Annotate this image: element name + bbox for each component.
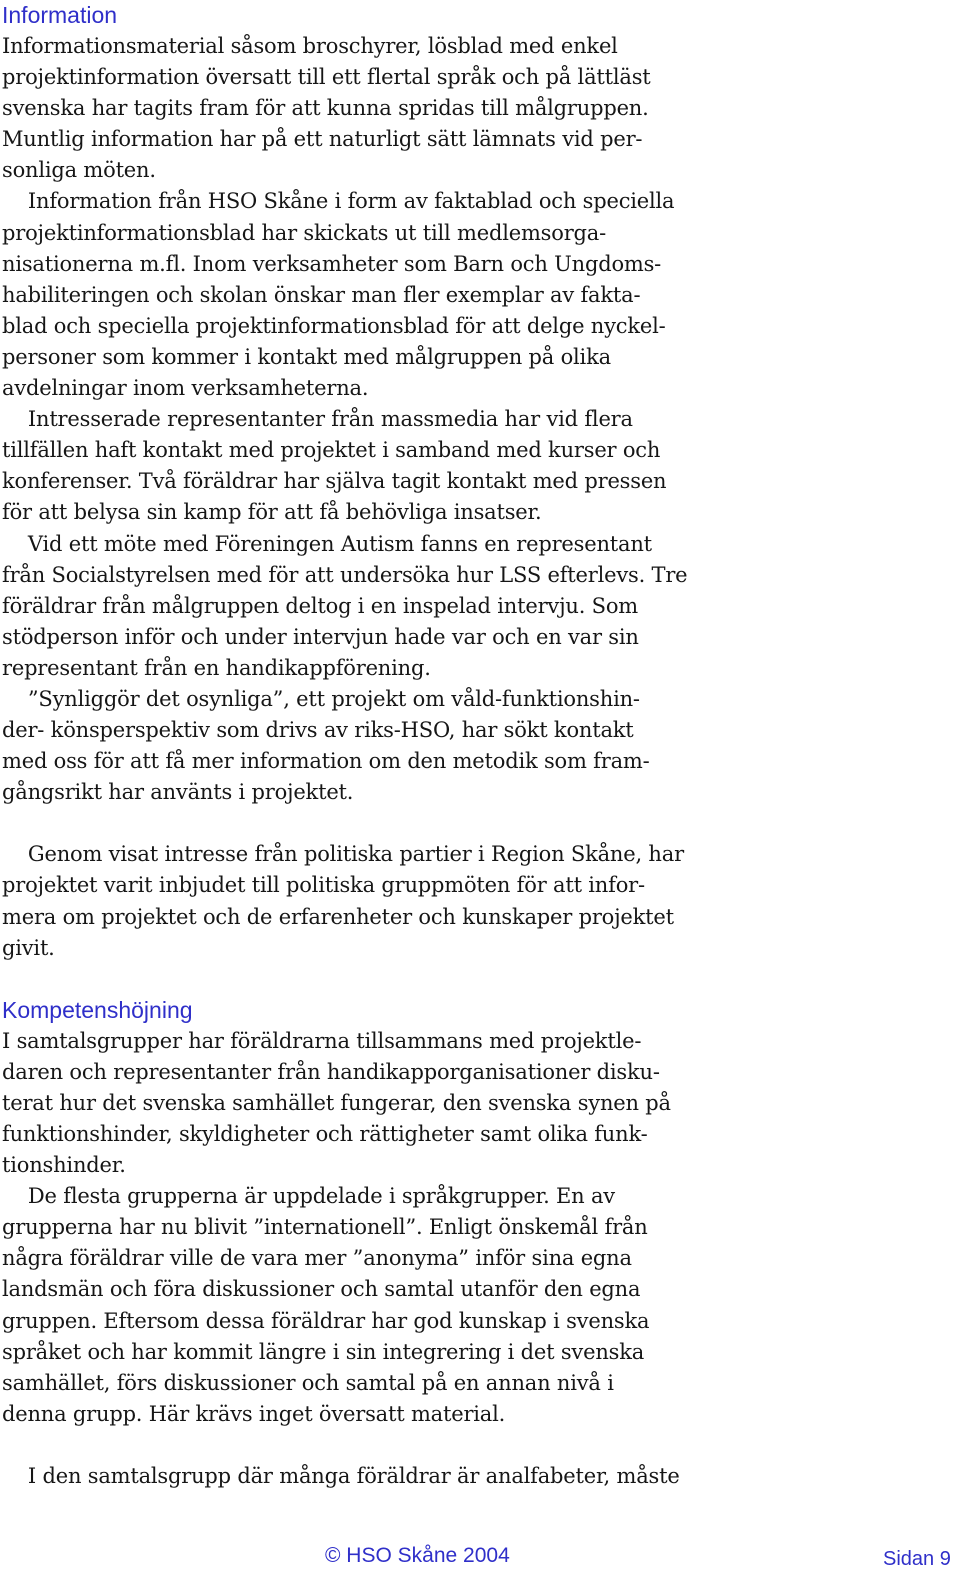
text-line: sonliga möten. (2, 158, 156, 183)
text-line: projektinformation översatt till ett flertal språk och på lättläst (2, 65, 651, 90)
text-line: Informationsmaterial såsom broschyrer, lösblad med enkel (2, 34, 618, 58)
text-line: funktionshinder, skyldigheter och rättigheter samt olika funk- (2, 1122, 648, 1146)
text-line: personer som kommer i kontakt med målgruppen på olika (2, 344, 611, 369)
text-line: givit. (2, 935, 55, 960)
text-line: mera om projektet och de erfarenheter och kunskaper projektet (2, 904, 674, 929)
text-line: ”Synliggör det osynliga”, ett projekt om våld-funktionshin- (2, 686, 640, 711)
text-line: gruppen. Eftersom dessa föräldrar har god kunskap i svenska (2, 1308, 650, 1333)
text-line: habiliteringen och skolan önskar man fler exemplar av fakta- (2, 282, 641, 307)
text-line: terat hur det svenska samhället fungerar, den svenska synen på (2, 1090, 671, 1115)
text-line: stödperson inför och under intervjun hade var och en var sin (2, 624, 639, 649)
section-heading-information: Information (2, 2, 118, 28)
paragraph-gap (2, 1430, 952, 1461)
text-line: nisationerna m.fl. Inom verksamheter som Barn och Ungdoms- (2, 251, 662, 276)
text-line: der- könsperspektiv som drivs av riks-HSO, har sökt kontakt (2, 718, 634, 743)
text-line: några föräldrar ville de vara mer ”anonyma” inför sina egna (2, 1246, 632, 1271)
text-line: gångsrikt har använts i projektet. (2, 780, 354, 805)
text-line: föräldrar från målgruppen deltog i en inspelad intervju. Som (2, 593, 638, 618)
text-line: konferenser. Två föräldrar har själva tagit kontakt med pressen (2, 469, 667, 494)
text-line: språket och har kommit längre i sin integrering i det svenska (2, 1339, 645, 1364)
text-line: svenska har tagits fram för att kunna spridas till målgruppen. (2, 96, 649, 121)
text-line: representant från en handikappförening. (2, 655, 431, 680)
footer-page-number: Sidan 9 (883, 1548, 951, 1570)
kompetens-paragraphs-continued (2, 1461, 952, 1492)
text-line: Information från HSO Skåne i form av faktablad och speciella (2, 189, 675, 214)
text-line: med oss för att få mer information om den metodik som fram- (2, 749, 650, 774)
text-line: I samtalsgrupper har föräldrarna tillsammans med projektle- (2, 1028, 642, 1053)
text-line: I den samtalsgrupp där många föräldrar är analfabeter, måste (2, 1463, 680, 1488)
text-line: avdelningar inom verksamheterna. (2, 376, 369, 401)
text-line: projektinformationsblad har skickats ut till medlemsorga- (2, 220, 606, 245)
text-line: Intresserade representanter från massmedia har vid flera (2, 407, 633, 432)
footer-copyright: © HSO Skåne 2004 (325, 1544, 510, 1567)
text-line: Muntlig information har på ett naturligt sätt lämnats vid per- (2, 127, 643, 152)
text-line: Vid ett möte med Föreningen Autism fanns en representant (2, 531, 652, 556)
text-line: tionshinder. (2, 1153, 126, 1178)
text-line: samhället, förs diskussioner och samtal på en annan nivå i (2, 1370, 614, 1395)
kompetens-paragraphs (2, 1026, 952, 1430)
section-gap (2, 964, 952, 995)
document-body (2, 0, 952, 1492)
text-line: för att belysa sin kamp för att få behövliga insatser. (2, 500, 542, 525)
section-heading-kompetens: Kompetenshöjning (2, 996, 193, 1023)
page-footer (0, 1544, 960, 1570)
text-line: tillfällen haft kontakt med projektet i samband med kurser och (2, 438, 661, 463)
text-line: landsmän och föra diskussioner och samtal utanför den egna (2, 1277, 641, 1302)
text-line: Genom visat intresse från politiska partier i Region Skåne, har (2, 842, 684, 867)
information-paragraphs-continued (2, 839, 952, 963)
text-line: grupperna har nu blivit ”internationell”. Enligt önskemål från (2, 1215, 648, 1240)
text-line: från Socialstyrelsen med för att undersöka hur LSS efterlevs. Tre (2, 562, 688, 587)
text-line: denna grupp. Här krävs inget översatt material. (2, 1401, 506, 1426)
information-paragraphs (2, 31, 952, 808)
text-line: De flesta grupperna är uppdelade i språkgrupper. En av (2, 1184, 615, 1209)
text-line: daren och representanter från handikapporganisationer disku- (2, 1059, 660, 1084)
text-line: blad och speciella projektinformationsblad för att delge nyckel- (2, 313, 666, 338)
paragraph-gap (2, 808, 952, 839)
text-line: projektet varit inbjudet till politiska gruppmöten för att infor- (2, 873, 645, 898)
